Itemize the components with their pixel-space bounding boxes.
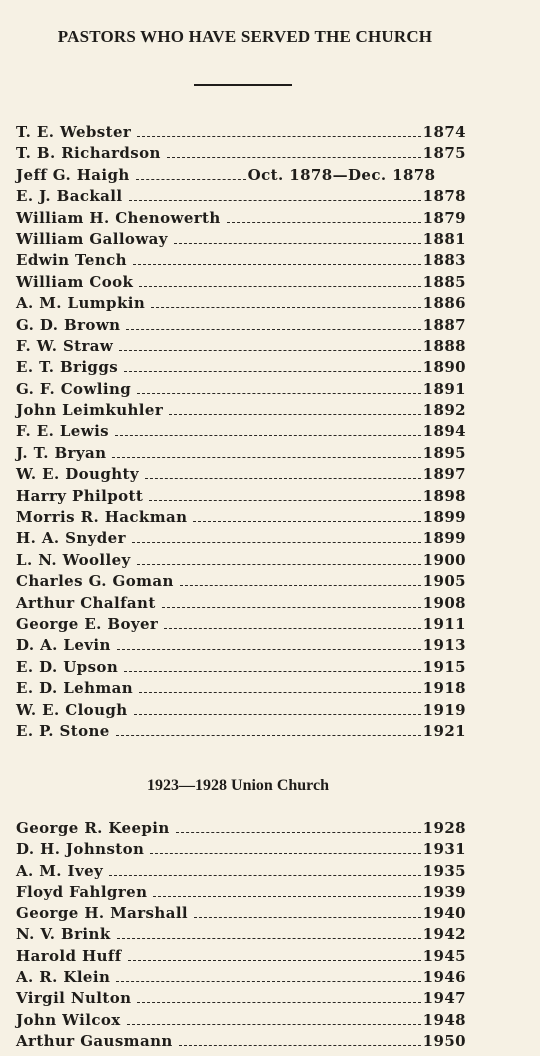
pastor-name: William Galloway <box>16 229 168 248</box>
pastor-year: 1881 <box>422 229 466 248</box>
pastor-name: John Wilcox <box>16 1010 121 1029</box>
pastor-name: H. A. Snyder <box>16 529 126 548</box>
list-item <box>16 989 466 1010</box>
dot-leader <box>129 199 421 201</box>
pastor-year: 1911 <box>422 614 466 633</box>
pastor-year: 1883 <box>422 251 466 270</box>
list-item <box>16 487 466 508</box>
list-item <box>16 251 466 272</box>
dot-leader <box>227 221 421 223</box>
dot-leader <box>124 370 421 372</box>
dot-leader <box>176 831 421 833</box>
pastor-year: Oct. 1878—Dec. 1878 <box>247 165 436 184</box>
pastor-year: 1928 <box>422 819 466 837</box>
pastor-year: 1931 <box>422 840 466 859</box>
dot-leader <box>115 434 421 436</box>
list-item <box>16 819 466 840</box>
dot-leader <box>136 178 246 180</box>
pastor-name: A. M. Lumpkin <box>16 294 146 313</box>
pastor-name: John Leimkuhler <box>16 401 164 420</box>
pastor-year: 1874 <box>422 123 466 141</box>
pastor-name: Edwin Tench <box>16 251 127 270</box>
pastor-name: Jeff G. Haigh <box>16 165 130 184</box>
pastor-year: 1945 <box>422 946 466 965</box>
list-item <box>16 187 466 208</box>
list-item <box>16 1011 466 1032</box>
list-item <box>16 529 466 550</box>
pastor-name: D. A. Levin <box>16 636 111 655</box>
dot-leader <box>137 1001 420 1003</box>
dot-leader <box>127 1023 421 1025</box>
list-item <box>16 358 466 379</box>
pastor-name: E. D. Lehman <box>16 679 134 698</box>
list-item <box>16 722 466 743</box>
list-item <box>16 273 466 294</box>
dot-leader <box>139 285 420 287</box>
dot-leader <box>134 713 421 715</box>
list-item <box>16 508 466 529</box>
pastor-name: A. M. Ivey <box>16 861 104 880</box>
pastor-name: Harry Philpott <box>16 486 144 505</box>
pastor-year: 1899 <box>422 529 466 548</box>
pastor-year: 1939 <box>422 882 466 901</box>
pastor-year: 1879 <box>422 208 466 227</box>
list-item <box>16 862 466 883</box>
pastor-name: Arthur Chalfant <box>16 593 156 612</box>
list-item <box>16 230 466 251</box>
pastor-year: 1913 <box>422 636 466 655</box>
list-item <box>16 401 466 422</box>
pastor-name: A. R. Klein <box>16 968 111 987</box>
pastor-year: 1918 <box>422 679 466 698</box>
dot-leader <box>117 937 421 939</box>
pastor-year: 1921 <box>422 721 466 740</box>
list-item <box>16 209 466 230</box>
list-item <box>16 337 466 358</box>
dot-leader <box>133 263 421 265</box>
pastor-year: 1942 <box>422 925 466 944</box>
pastor-name: E. P. Stone <box>16 721 110 740</box>
pastor-name: L. N. Woolley <box>16 550 131 569</box>
pastor-name: E. J. Backall <box>16 187 123 206</box>
pastor-year: 1887 <box>422 315 466 334</box>
dot-leader <box>132 541 421 543</box>
dot-leader <box>180 584 421 586</box>
pastor-year: 1919 <box>422 700 466 719</box>
pastor-year: 1894 <box>422 422 466 441</box>
pastor-name: Virgil Nulton <box>16 989 132 1008</box>
dot-leader <box>109 874 421 876</box>
pastor-name: D. H. Johnston <box>16 840 145 859</box>
pastor-year: 1915 <box>422 657 466 676</box>
dot-leader <box>116 980 420 982</box>
pastor-name: George R. Keepin <box>16 819 170 837</box>
list-item <box>16 444 466 465</box>
pastor-year: 1891 <box>422 379 466 398</box>
pastor-name: E. D. Upson <box>16 657 119 676</box>
dot-leader <box>128 959 421 961</box>
list-item <box>16 551 466 572</box>
list-item <box>16 968 466 989</box>
pastor-name: Harold Huff <box>16 946 122 965</box>
pastor-name: William H. Chenowerth <box>16 208 221 227</box>
pastor-year: 1900 <box>422 550 466 569</box>
dot-leader <box>119 349 420 351</box>
list-item <box>16 701 466 722</box>
union-pastor-list <box>16 819 466 1053</box>
pastor-name: Charles G. Goman <box>16 572 174 591</box>
dot-leader <box>164 627 420 629</box>
pastor-name: W. E. Clough <box>16 700 128 719</box>
page-title: PASTORS WHO HAVE SERVED THE CHURCH <box>57 27 433 46</box>
pastor-name: William Cook <box>16 272 134 291</box>
pastor-name: G. F. Cowling <box>16 379 132 398</box>
pastor-name: Morris R. Hackman <box>16 508 188 527</box>
dot-leader <box>137 392 420 394</box>
dot-leader <box>169 413 420 415</box>
dot-leader <box>150 852 420 854</box>
pastor-name: J. T. Bryan <box>16 443 107 462</box>
pastor-year: 1950 <box>422 1031 466 1050</box>
list-item <box>16 422 466 443</box>
list-item <box>16 904 466 925</box>
list-item <box>16 123 466 144</box>
list-item <box>16 883 466 904</box>
pastor-year: 1890 <box>422 358 466 377</box>
list-item <box>16 947 466 968</box>
list-item <box>16 840 466 861</box>
dot-leader <box>179 1044 421 1046</box>
pastor-year: 1935 <box>422 861 466 880</box>
pastor-list <box>16 123 466 743</box>
dot-leader <box>145 477 421 479</box>
list-item <box>16 144 466 165</box>
pastor-year: 1878 <box>422 187 466 206</box>
list-item <box>16 572 466 593</box>
pastor-year: 1892 <box>422 401 466 420</box>
list-item <box>16 594 466 615</box>
dot-leader <box>137 135 420 137</box>
list-item <box>16 465 466 486</box>
dot-leader <box>162 606 421 608</box>
pastor-name: F. E. Lewis <box>16 422 110 441</box>
pastor-year: 1947 <box>422 989 466 1008</box>
pastor-name: Arthur Gausmann <box>16 1031 173 1050</box>
list-item <box>16 658 466 679</box>
dot-leader <box>117 648 421 650</box>
pastor-name: George E. Boyer <box>16 614 159 633</box>
pastor-name: F. W. Straw <box>16 336 114 355</box>
pastor-year: 1948 <box>422 1010 466 1029</box>
dot-leader <box>112 456 420 458</box>
list-item <box>16 615 466 636</box>
pastor-year: 1885 <box>422 272 466 291</box>
list-item <box>16 1032 466 1053</box>
dot-leader <box>174 242 421 244</box>
pastor-name: George H. Marshall <box>16 904 189 923</box>
dot-leader <box>126 328 420 330</box>
pastor-year: 1886 <box>422 294 466 313</box>
dot-leader <box>139 691 421 693</box>
dot-leader <box>124 670 421 672</box>
dot-leader <box>116 734 421 736</box>
pastor-name: T. E. Webster <box>16 123 132 141</box>
dot-leader <box>137 563 421 565</box>
pastor-year: 1888 <box>422 336 466 355</box>
list-item <box>16 679 466 700</box>
title-underline <box>194 84 292 86</box>
pastor-name: G. D. Brown <box>16 315 121 334</box>
section-heading: 1923—1928 Union Church <box>147 777 329 794</box>
pastor-name: N. V. Brink <box>16 925 111 944</box>
pastor-year: 1946 <box>422 968 466 987</box>
pastor-name: Floyd Fahlgren <box>16 882 148 901</box>
dot-leader <box>167 156 421 158</box>
dot-leader <box>194 916 421 918</box>
pastor-name: E. T. Briggs <box>16 358 119 377</box>
pastor-name: W. E. Doughty <box>16 465 139 484</box>
pastor-year: 1899 <box>422 508 466 527</box>
pastor-name: T. B. Richardson <box>16 144 161 163</box>
list-item <box>16 636 466 657</box>
dot-leader <box>149 499 420 501</box>
list-item <box>16 925 466 946</box>
dot-leader <box>153 895 420 897</box>
pastor-year: 1905 <box>422 572 466 591</box>
pastor-year: 1940 <box>422 904 466 923</box>
dot-leader <box>193 520 420 522</box>
pastor-year: 1875 <box>422 144 466 163</box>
pastor-year: 1895 <box>422 443 466 462</box>
list-item <box>16 380 466 401</box>
pastor-year: 1897 <box>422 465 466 484</box>
list-item <box>16 166 466 187</box>
pastor-year: 1908 <box>422 593 466 612</box>
list-item <box>16 294 466 315</box>
pastor-year: 1898 <box>422 486 466 505</box>
list-item <box>16 316 466 337</box>
dot-leader <box>151 306 421 308</box>
